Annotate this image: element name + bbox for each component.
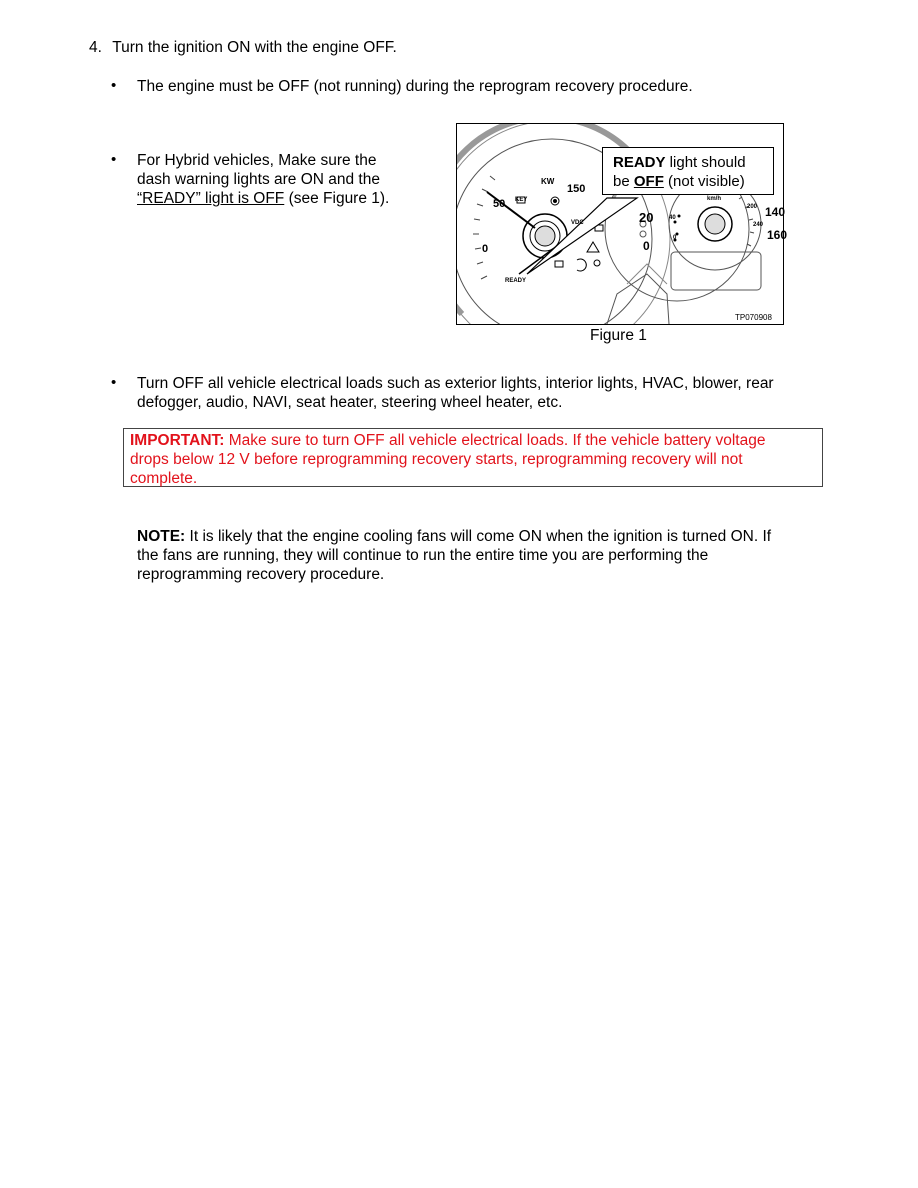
bullet-dot-2: •: [111, 151, 117, 168]
step-4: [89, 38, 397, 57]
important-line-1-rest: Make sure to turn OFF all vehicle electrical loads. If the vehicle battery voltage: [224, 432, 766, 449]
bullet-2-line-3-rest: (see Figure 1).: [284, 190, 390, 207]
gauge-label-160: 160: [767, 228, 788, 242]
gauge-label-140: 140: [765, 205, 786, 219]
gauge-label-50: 50: [493, 198, 506, 210]
bullet-3-line-1: Turn OFF all vehicle electrical loads such as exterior lights, interior lights, HVAC, blower, rear: [137, 375, 774, 392]
important-line-3: complete.: [130, 470, 198, 487]
step-number: 4.: [89, 39, 102, 56]
step-text-on: ON: [227, 39, 251, 56]
gauge-label-kw: KW: [541, 177, 555, 186]
bullet-2-line-1: For Hybrid vehicles, Make sure the: [137, 152, 377, 169]
tpms-icon: [577, 259, 586, 271]
gauge-label-mid-0b: 0: [643, 239, 650, 253]
callout-line-1-rest: light should: [665, 154, 746, 171]
bullet-dot-1: •: [111, 77, 117, 94]
figure-code: TP070908: [735, 313, 772, 322]
important-notice-box: [123, 428, 823, 487]
bullet-3-line-2: defogger, audio, NAVI, seat heater, steering wheel heater, etc.: [137, 394, 563, 411]
bullet-1-text: The engine must be OFF (not running) during the reprogram recovery procedure.: [137, 78, 693, 95]
gauge-label-ready: READY: [505, 278, 527, 284]
bullet-2-line-3: [137, 189, 389, 208]
callout-ready: READY: [613, 154, 666, 171]
step-text-post: with the engine OFF.: [250, 39, 397, 56]
important-line-2: drops below 12 V before reprogramming recovery starts, reprogramming recovery will not: [130, 451, 743, 468]
ready-callout-box: [602, 147, 774, 195]
important-line-1: [130, 431, 822, 450]
callout-line-1: [613, 153, 773, 172]
bullet-2-line-2: dash warning lights are ON and the: [137, 171, 380, 188]
note-line-2: the fans are running, they will continue to run the entire time you are performing the: [137, 547, 709, 564]
note-line-1-rest: It is likely that the engine cooling fans will come ON when the ignition is turned ON. If: [185, 528, 772, 545]
bullet-3-text: [137, 374, 774, 412]
bullet-2-text: [137, 151, 389, 208]
figure-caption: Figure 1: [590, 327, 647, 344]
note-label: NOTE:: [137, 528, 186, 545]
gauge-label-20: 20: [639, 210, 654, 225]
note-line-3: reprogramming recovery procedure.: [137, 566, 385, 583]
gauge-label-left-0: 0: [482, 243, 489, 255]
important-label: IMPORTANT:: [130, 432, 225, 449]
note-line-1: [137, 527, 771, 546]
warning-triangle-icon: [587, 242, 599, 252]
battery-icon: [555, 261, 563, 267]
callout-line-2-post: (not visible): [663, 173, 745, 190]
note-block: [137, 527, 771, 584]
gauge-label-vdc: VDC: [571, 220, 584, 226]
callout-line-2: [613, 172, 773, 191]
gauge-label-kmh: km/h: [707, 196, 722, 202]
step-text-pre: Turn the ignition: [112, 39, 228, 56]
gauge-label-mid-0a: 0: [673, 235, 677, 241]
gauge-label-240: 240: [753, 222, 764, 228]
gauge-label-200: 200: [747, 204, 758, 210]
ready-off-underlined: “READY” light is OFF: [137, 190, 285, 207]
callout-off: OFF: [633, 173, 664, 190]
info-display: [671, 252, 761, 290]
callout-line-2-pre: be: [613, 173, 634, 190]
bullet-dot-3: •: [111, 374, 117, 391]
gauge-label-40: 40: [669, 215, 676, 221]
gauge-label-150: 150: [567, 183, 586, 195]
gauge-label-key: KEY: [515, 197, 528, 203]
